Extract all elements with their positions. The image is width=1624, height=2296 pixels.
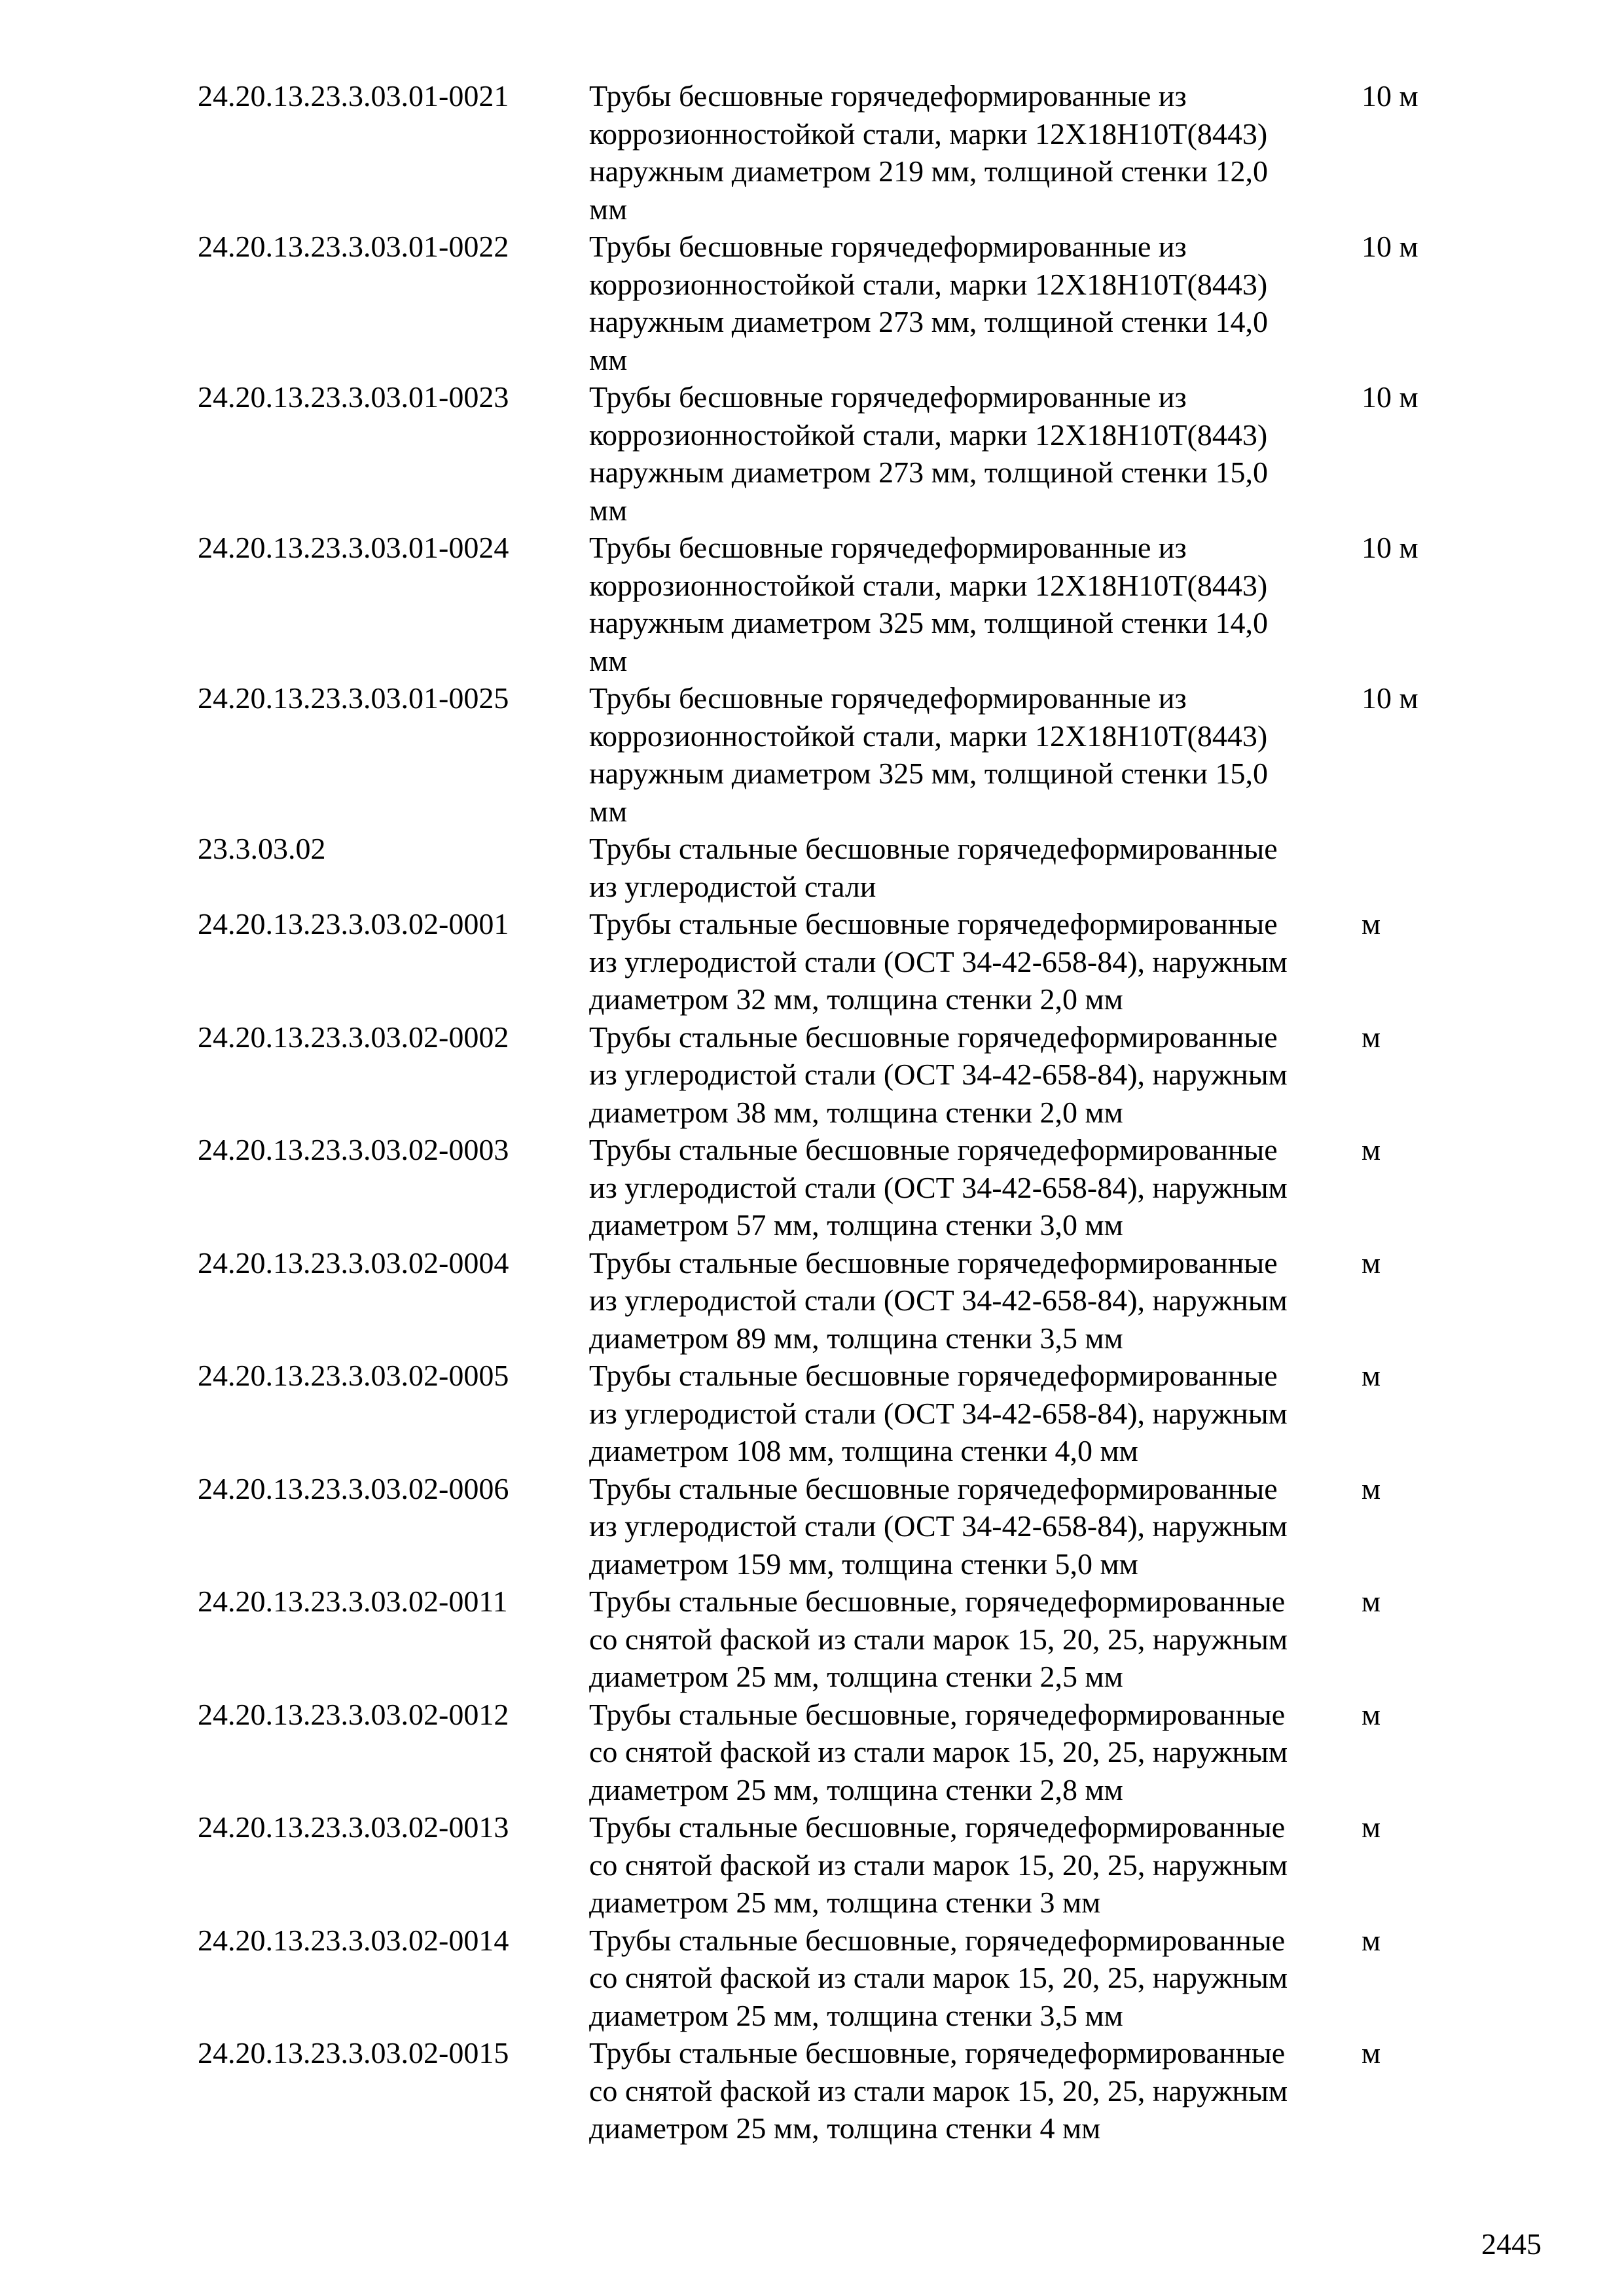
item-unit: м bbox=[1362, 1810, 1381, 1844]
item-unit: 10 м bbox=[1362, 681, 1418, 715]
list-item bbox=[198, 378, 1474, 529]
item-code: 24.20.13.23.3.03.02-0004 bbox=[198, 1246, 509, 1280]
item-description: Трубы стальные бесшовные горячедеформированные из углеродистой стали (ОСТ 34-42-658-84), наружным диаметром 57 мм, толщина стенки 3,0 мм bbox=[589, 1133, 1288, 1242]
list-item bbox=[198, 1018, 1474, 1132]
item-unit: 10 м bbox=[1362, 79, 1418, 113]
item-code: 24.20.13.23.3.03.02-0012 bbox=[198, 1697, 509, 1731]
item-description: Трубы стальные бесшовные, горячедеформированные со снятой фаской из стали марок 15, 20, 25, наружным диаметром 25 мм, толщина стенки 4 мм bbox=[589, 2036, 1288, 2145]
resource-list bbox=[198, 77, 1474, 2147]
item-description: Трубы стальные бесшовные, горячедеформированные со снятой фаской из стали марок 15, 20, 25, наружным диаметром 25 мм, толщина стенки 2,5 мм bbox=[589, 1585, 1288, 1693]
item-unit: м bbox=[1362, 1923, 1381, 1957]
item-description: Трубы бесшовные горячедеформированные из коррозионностойкой стали, марки 12Х18Н10Т(8443) наружным диаметром 325 мм, толщиной стенки 14,0 мм bbox=[589, 531, 1268, 677]
item-description: Трубы стальные бесшовные горячедеформированные из углеродистой стали (ОСТ 34-42-658-84), наружным диаметром 159 мм, толщина стенки 5,0 мм bbox=[589, 1471, 1288, 1581]
list-item bbox=[198, 1131, 1474, 1244]
item-description: Трубы бесшовные горячедеформированные из коррозионностойкой стали, марки 12Х18Н10Т(8443) наружным диаметром 273 мм, толщиной стенки 15,0 мм bbox=[589, 380, 1268, 527]
list-item bbox=[198, 1357, 1474, 1470]
list-item bbox=[198, 1583, 1474, 1696]
item-code: 24.20.13.23.3.03.01-0022 bbox=[198, 230, 509, 263]
item-description: Трубы стальные бесшовные, горячедеформированные со снятой фаской из стали марок 15, 20, 25, наружным диаметром 25 мм, толщина стенки 3,5 мм bbox=[589, 1923, 1288, 2032]
list-item bbox=[198, 77, 1474, 228]
item-description: Трубы стальные бесшовные горячедеформированные из углеродистой стали (ОСТ 34-42-658-84), наружным диаметром 38 мм, толщина стенки 2,0 мм bbox=[589, 1020, 1288, 1129]
item-unit: м bbox=[1362, 2036, 1381, 2070]
item-unit: 10 м bbox=[1362, 230, 1418, 263]
item-code: 24.20.13.23.3.03.02-0013 bbox=[198, 1810, 509, 1844]
list-item bbox=[198, 1244, 1474, 1357]
item-description: Трубы бесшовные горячедеформированные из коррозионностойкой стали, марки 12Х18Н10Т(8443) наружным диаметром 325 мм, толщиной стенки 15,0 мм bbox=[589, 681, 1268, 828]
list-item bbox=[198, 905, 1474, 1018]
item-unit: м bbox=[1362, 1020, 1381, 1054]
list-item bbox=[198, 529, 1474, 679]
item-code: 24.20.13.23.3.03.02-0006 bbox=[198, 1471, 509, 1505]
item-description: Трубы стальные бесшовные, горячедеформированные со снятой фаской из стали марок 15, 20, 25, наружным диаметром 25 мм, толщина стенки 3 мм bbox=[589, 1810, 1288, 1919]
list-item bbox=[198, 1470, 1474, 1583]
item-unit: м bbox=[1362, 1133, 1381, 1166]
item-description: Трубы бесшовные горячедеформированные из коррозионностойкой стали, марки 12Х18Н10Т(8443) наружным диаметром 273 мм, толщиной стенки 14,0 мм bbox=[589, 230, 1268, 376]
item-code: 24.20.13.23.3.03.02-0001 bbox=[198, 907, 509, 941]
item-code: 24.20.13.23.3.03.01-0021 bbox=[198, 79, 509, 113]
item-unit: м bbox=[1362, 1585, 1381, 1618]
list-item bbox=[198, 2034, 1474, 2147]
item-code: 24.20.13.23.3.03.02-0014 bbox=[198, 1923, 509, 1957]
item-code: 24.20.13.23.3.03.01-0023 bbox=[198, 380, 509, 414]
section-heading-row bbox=[198, 830, 1474, 905]
item-code: 24.20.13.23.3.03.01-0025 bbox=[198, 681, 509, 715]
section-code: 23.3.03.02 bbox=[198, 832, 326, 865]
section-title: Трубы стальные бесшовные горячедеформированные из углеродистой стали bbox=[589, 832, 1278, 903]
item-description: Трубы стальные бесшовные горячедеформированные из углеродистой стали (ОСТ 34-42-658-84), наружным диаметром 32 мм, толщина стенки 2,0 мм bbox=[589, 907, 1288, 1016]
page-number: 2445 bbox=[1481, 2227, 1542, 2261]
item-unit: м bbox=[1362, 907, 1381, 941]
item-code: 24.20.13.23.3.03.02-0005 bbox=[198, 1359, 509, 1392]
item-description: Трубы стальные бесшовные, горячедеформированные со снятой фаской из стали марок 15, 20, 25, наружным диаметром 25 мм, толщина стенки 2,8 мм bbox=[589, 1697, 1288, 1806]
list-item bbox=[198, 1696, 1474, 1809]
list-item bbox=[198, 1808, 1474, 1922]
item-description: Трубы стальные бесшовные горячедеформированные из углеродистой стали (ОСТ 34-42-658-84), наружным диаметром 89 мм, толщина стенки 3,5 мм bbox=[589, 1246, 1288, 1355]
item-code: 24.20.13.23.3.03.02-0011 bbox=[198, 1585, 508, 1618]
list-item bbox=[198, 679, 1474, 830]
item-code: 24.20.13.23.3.03.02-0003 bbox=[198, 1133, 509, 1166]
item-unit: м bbox=[1362, 1697, 1381, 1731]
item-code: 24.20.13.23.3.03.02-0015 bbox=[198, 2036, 509, 2070]
item-unit: м bbox=[1362, 1359, 1381, 1392]
item-unit: 10 м bbox=[1362, 531, 1418, 564]
item-code: 24.20.13.23.3.03.02-0002 bbox=[198, 1020, 509, 1054]
item-description: Трубы стальные бесшовные горячедеформированные из углеродистой стали (ОСТ 34-42-658-84), наружным диаметром 108 мм, толщина стенки 4,0 мм bbox=[589, 1359, 1288, 1467]
item-unit: м bbox=[1362, 1246, 1381, 1280]
item-unit: м bbox=[1362, 1471, 1381, 1505]
list-item bbox=[198, 1922, 1474, 2035]
item-description: Трубы бесшовные горячедеформированные из коррозионностойкой стали, марки 12Х18Н10Т(8443) наружным диаметром 219 мм, толщиной стенки 12,0 мм bbox=[589, 79, 1268, 226]
item-code: 24.20.13.23.3.03.01-0024 bbox=[198, 531, 509, 564]
item-unit: 10 м bbox=[1362, 380, 1418, 414]
list-item bbox=[198, 228, 1474, 378]
